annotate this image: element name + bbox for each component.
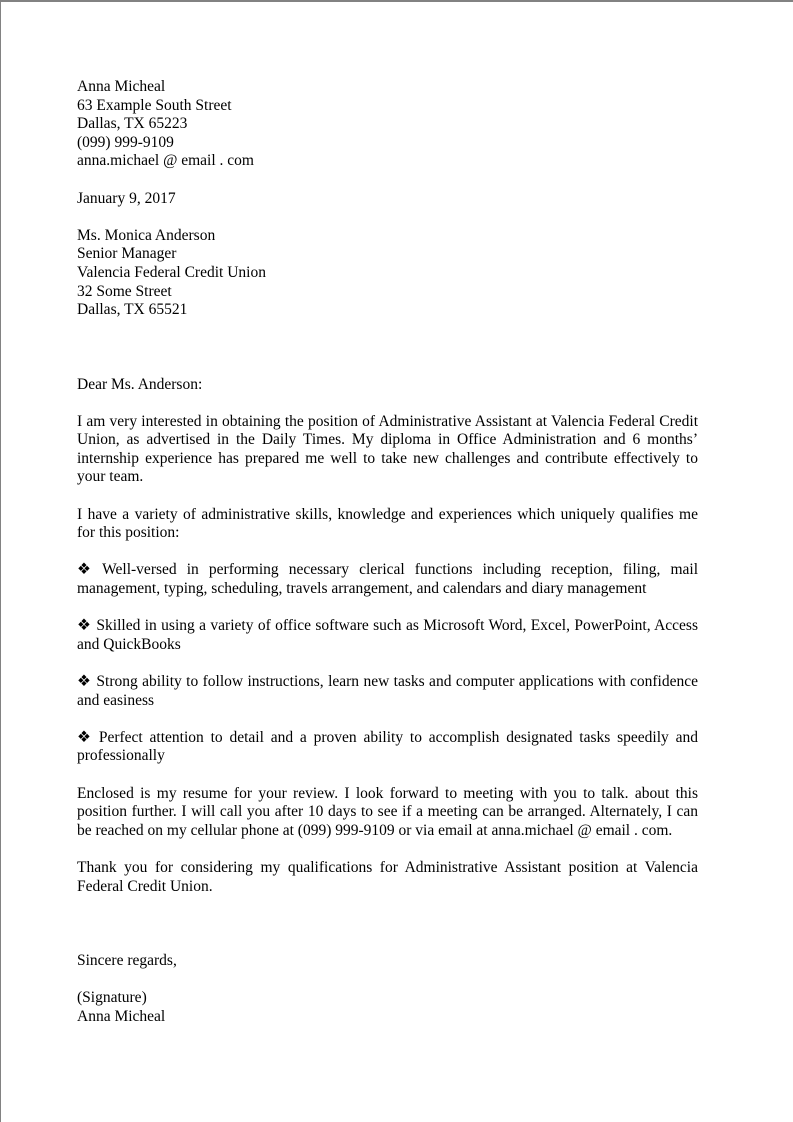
closing-line: Sincere regards, [77, 951, 177, 969]
bullet-item-attention [77, 729, 698, 766]
diamond-bullet-icon: ❖ [77, 673, 92, 691]
bullet-text: Perfect attention to detail and a proven ability to accomplish designated tasks speedily and professionally [77, 728, 698, 765]
signature-block [77, 989, 698, 1026]
paragraph-skills-lead: I have a variety of administrative skills, knowledge and experiences which uniquely qualifies me for this position: [77, 505, 698, 542]
bullet-text: Well-versed in performing necessary clerical functions including reception, filing, mail management, typing, scheduling, travels arrangement, and calendars and diary management [77, 561, 698, 598]
sender-name: Anna Micheal [77, 78, 166, 95]
sender-address-line2: Dallas, TX 65223 [77, 115, 188, 133]
recipient-name: Ms. Monica Anderson [77, 226, 216, 244]
signature-name: Anna Micheal [77, 1007, 166, 1025]
sender-email: anna.michael @ email . com [77, 152, 254, 170]
diamond-bullet-icon: ❖ [77, 561, 98, 579]
recipient-address-line1: 32 Some Street [77, 282, 172, 300]
bullet-item-clerical [77, 561, 698, 598]
paragraph-thanks: Thank you for considering my qualifications for Administrative Assistant position at Valencia Federal Credit Union. [77, 858, 698, 895]
diamond-bullet-icon: ❖ [77, 617, 92, 635]
sender-address-line1: 63 Example South Street [77, 96, 232, 114]
date-line: January 9, 2017 [77, 189, 176, 207]
bullet-text: Strong ability to follow instructions, learn new tasks and computer applications with confidence and easiness [77, 673, 698, 709]
diamond-bullet-icon: ❖ [77, 728, 94, 746]
sender-phone: (099) 999-9109 [77, 133, 174, 151]
recipient-title: Senior Manager [77, 245, 177, 263]
bullet-item-software [77, 617, 698, 654]
recipient-address-line2: Dallas, TX 65521 [77, 301, 188, 319]
paragraph-intro: I am very interested in obtaining the position of Administrative Assistant at Valencia Federal Credit Union, as advertised in the Daily Times. My diploma in Office Administration and 6 months’ internship experience has prepared me well to take new challenges and contribute effectively to your team. [77, 412, 698, 486]
recipient-company: Valencia Federal Credit Union [77, 263, 266, 281]
recipient-block [77, 227, 698, 320]
paragraph-enclosed: Enclosed is my resume for your review. I look forward to meeting with you to talk. about this position further. I will call you after 10 days to see if a meeting can be arranged. Alternately, I can be reached on my cellular phone at (099) 999-9109 or via email at anna.michael @ email . com. [77, 784, 698, 839]
bullet-item-instructions [77, 673, 698, 710]
signature-placeholder: (Signature) [77, 989, 147, 1007]
salutation: Dear Ms. Anderson: [77, 375, 203, 393]
sender-block [77, 78, 698, 171]
bullet-text: Skilled in using a variety of office software such as Microsoft Word, Excel, PowerPoint, Access and QuickBooks [77, 617, 698, 653]
